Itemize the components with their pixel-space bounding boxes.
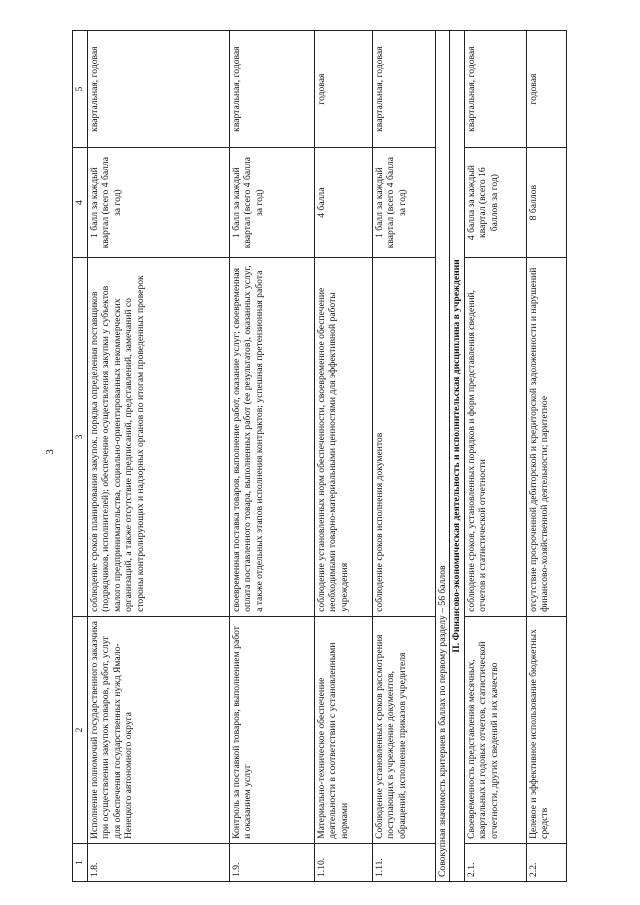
criterion-cell: Соблюдение установленных сроков рассмотрения поступающих в учреждение документов, обращений, исполнение приказов учредителя (373, 616, 436, 843)
column-header: 4 (73, 148, 88, 258)
score-cell: 4 балла за каждый квартал (всего 16 баллов за год) (464, 148, 526, 258)
indicator-cell: соблюдение сроков планирования закупок, порядка определения поставщиков (подрядчиков, исполнителей); обеспечение осуществления закупки у субъектов малого предпринимательства, социально-ориентированных некоммерческих организаций, а также отсутствие предписаний, представлений, замечаний со стороны контролирующих и надзорных органов по итогам проведенных проверок (88, 258, 230, 617)
column-header: 1 (73, 843, 88, 881)
criterion-cell: Материально-техническое обеспечение деятельности в соответствии с установленными нормами (315, 616, 373, 843)
indicator-cell: соблюдение установленных норм обеспеченности, своевременное обеспечение необходимыми товарно-материальными ценностями для эффективной работы учреждения (315, 258, 373, 617)
score-cell: 1 балл за каждый квартал (всего 4 балла за год) (230, 148, 315, 258)
table-row (230, 31, 315, 882)
indicator-cell: соблюдение сроков исполнения документов (373, 258, 436, 617)
row-number: 2.1. (464, 843, 526, 881)
score-cell: 8 баллов (526, 148, 566, 258)
page-number: 3 (43, 449, 56, 455)
period-cell: годовая (526, 31, 566, 148)
table-row (88, 31, 230, 882)
column-header: 2 (73, 616, 88, 843)
criterion-cell: Своевременность представления месячных, квартальных и годовых отчетов, статистической отчетности, других сведений и их качество (464, 616, 526, 843)
criterion-cell: Целевое и эффективное использование бюджетных средств (526, 616, 566, 843)
column-header: 5 (73, 31, 88, 148)
period-cell: годовая (315, 31, 373, 148)
period-cell: квартальная, годовая (88, 31, 230, 148)
score-cell: 4 балла (315, 148, 373, 258)
column-header-row (73, 31, 88, 882)
row-number: 1.10. (315, 843, 373, 881)
table-row (315, 31, 373, 882)
period-cell: квартальная, годовая (230, 31, 315, 148)
summary-text: Совокупная значимость критериев в баллах по первому разделу – 56 баллов (436, 31, 450, 882)
section-heading-row (450, 31, 464, 882)
score-cell: 1 балл за каждый квартал (всего 4 балла за год) (373, 148, 436, 258)
table-row (464, 31, 526, 882)
section-heading: II. Финансово-экономическая деятельность и исполнительская дисциплина в учреждении (450, 31, 464, 882)
row-number: 1.11. (373, 843, 436, 881)
criteria-table (72, 30, 567, 882)
summary-row (436, 31, 450, 882)
rotated-page-area (72, 30, 602, 882)
row-number: 2.2. (526, 843, 566, 881)
indicator-cell: своевременная поставка товаров, выполнение работ, оказание услуг; своевременная оплата поставленного товара, выполненных работ (ее результатов), оказанных услуг, а также отдельных этапов исполнения контрактов; успешная претензионная работа (230, 258, 315, 617)
row-number: 1.8. (88, 843, 230, 881)
criterion-cell: Контроль за поставкой товаров, выполнением работ и оказанием услуг (230, 616, 315, 843)
score-cell: 1 балл за каждый квартал (всего 4 балла за год) (88, 148, 230, 258)
table-row (526, 31, 566, 882)
row-number: 1.9. (230, 843, 315, 881)
indicator-cell: соблюдение сроков, установленных порядков и форм представления сведений, отчетов и статистической отчетности (464, 258, 526, 617)
criterion-cell: Исполнение полномочий государственного заказчика при осуществлении закупок товаров, работ, услуг для обеспечения государственных нужд Ямало-Ненецкого автономного округа (88, 616, 230, 843)
period-cell: квартальная, годовая (464, 31, 526, 148)
period-cell: квартальная, годовая (373, 31, 436, 148)
table-container (72, 30, 602, 882)
indicator-cell: отсутствие просроченной дебиторской и кредиторской задолженности и нарушений финансово-хозяйственной деятельности; паритетное (526, 258, 566, 617)
table-row (373, 31, 436, 882)
column-header: 3 (73, 258, 88, 617)
